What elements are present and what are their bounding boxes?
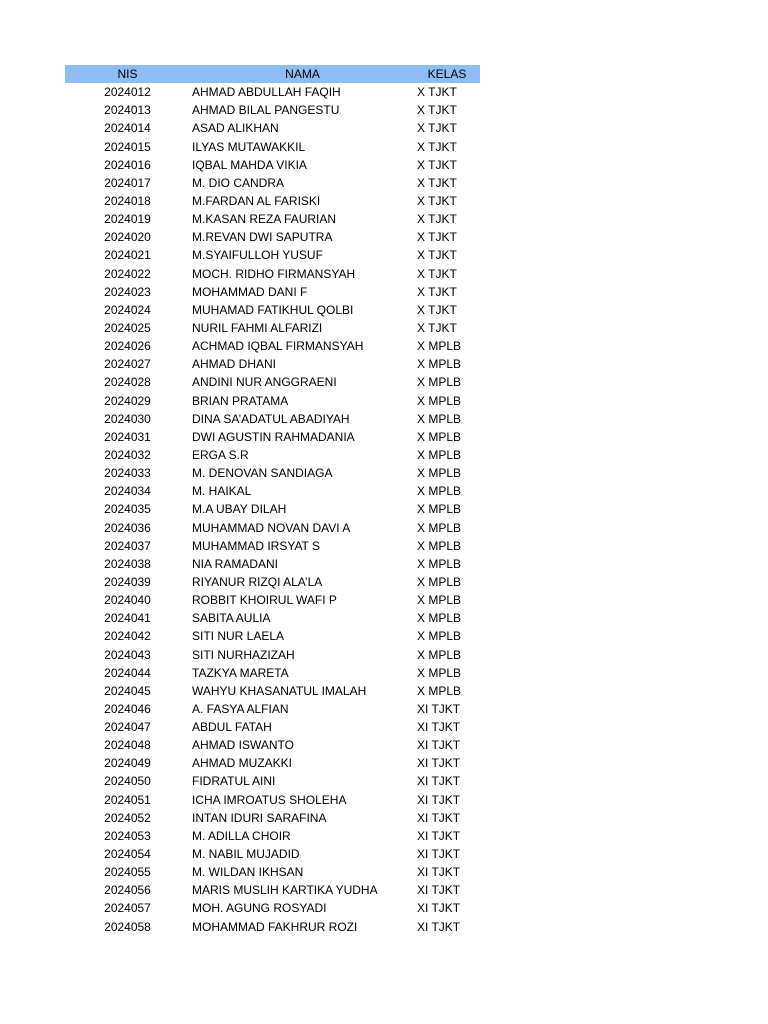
table-row (65, 700, 480, 718)
cell-nama: M.SYAIFULLOH YUSUF (192, 248, 323, 263)
table-row (65, 899, 480, 917)
cell-nis: 2024033 (104, 466, 151, 481)
cell-nama: AHMAD ISWANTO (192, 738, 295, 753)
table-row (65, 228, 480, 246)
cell-nis: 2024032 (104, 447, 151, 462)
cell-nis: 2024035 (104, 502, 151, 517)
cell-nis: 2024055 (104, 865, 151, 880)
cell-nama: M. HAIKAL (192, 484, 252, 499)
cell-nama: FIDRATUL AINI (192, 774, 276, 789)
cell-nama: DWI AGUSTIN RAHMADANIA (192, 429, 355, 444)
cell-nama: SABITA AULIA (192, 611, 271, 626)
table-row (65, 664, 480, 682)
table-row (65, 519, 480, 537)
table-row (65, 246, 480, 264)
cell-nis: 2024039 (104, 574, 151, 589)
cell-nama: MOCH. RIDHO FIRMANSYAH (192, 266, 356, 281)
cell-nis: 2024012 (104, 85, 151, 100)
table-row (65, 265, 480, 283)
cell-nis: 2024025 (104, 320, 151, 335)
table-row (65, 428, 480, 446)
cell-kelas: X TJKT (417, 302, 457, 317)
cell-nama: M. WILDAN IKHSAN (192, 865, 304, 880)
cell-kelas: X MPLB (417, 647, 462, 662)
table-row (65, 283, 480, 301)
cell-nis: 2024015 (104, 139, 151, 154)
cell-nama: AHMAD ABDULLAH FAQIH (192, 85, 341, 100)
cell-nama: AHMAD DHANI (192, 357, 277, 372)
cell-kelas: X TJKT (417, 212, 457, 227)
cell-nis: 2024021 (104, 248, 151, 263)
cell-nama: WAHYU KHASANATUL IMALAH (192, 683, 367, 698)
cell-nama: NIA RAMADANI (192, 556, 279, 571)
cell-nis: 2024049 (104, 756, 151, 771)
cell-kelas: XI TJKT (417, 865, 461, 880)
cell-nis: 2024028 (104, 375, 151, 390)
cell-nis: 2024057 (104, 901, 151, 916)
table-row (65, 682, 480, 700)
header-kelas: KELAS (427, 67, 467, 81)
cell-nis: 2024022 (104, 266, 151, 281)
cell-nis: 2024017 (104, 175, 151, 190)
cell-nama: MUHAMMAD IRSYAT S (192, 538, 321, 553)
cell-kelas: X MPLB (417, 520, 462, 535)
cell-kelas: X TJKT (417, 320, 457, 335)
cell-kelas: X TJKT (417, 139, 457, 154)
cell-nis: 2024042 (104, 629, 151, 644)
cell-kelas: X TJKT (417, 103, 457, 118)
cell-nis: 2024023 (104, 284, 151, 299)
cell-nama: ANDINI NUR ANGGRAENI (192, 375, 337, 390)
cell-kelas: X TJKT (417, 193, 457, 208)
table-row (65, 646, 480, 664)
cell-nama: RIYANUR RIZQI ALA’LA (192, 574, 323, 589)
table-row (65, 537, 480, 555)
table-row (65, 500, 480, 518)
cell-nis: 2024014 (104, 121, 151, 136)
cell-nama: SITI NUR LAELA (192, 629, 285, 644)
cell-kelas: X MPLB (417, 574, 462, 589)
cell-nis: 2024034 (104, 484, 151, 499)
table-row (65, 83, 480, 101)
cell-nis: 2024050 (104, 774, 151, 789)
cell-kelas: XI TJKT (417, 810, 461, 825)
cell-kelas: X MPLB (417, 665, 462, 680)
cell-nama: M. DIO CANDRA (192, 175, 285, 190)
cell-nama: M. ADILLA CHOIR (192, 828, 291, 843)
table-row (65, 754, 480, 772)
cell-nama: SITI NURHAZIZAH (192, 647, 295, 662)
table-row (65, 119, 480, 137)
cell-kelas: X MPLB (417, 357, 462, 372)
cell-kelas: XI TJKT (417, 901, 461, 916)
table-row (65, 573, 480, 591)
cell-nama: M. NABIL MUJADID (192, 847, 300, 862)
cell-kelas: X MPLB (417, 466, 462, 481)
cell-nis: 2024056 (104, 883, 151, 898)
cell-nis: 2024058 (104, 919, 151, 934)
table-row (65, 138, 480, 156)
table-row (65, 845, 480, 863)
cell-kelas: X MPLB (417, 593, 462, 608)
cell-nama: ERGA S.R (192, 447, 249, 462)
cell-nama: AHMAD MUZAKKI (192, 756, 293, 771)
header-nama: NAMA (285, 67, 320, 81)
cell-kelas: XI TJKT (417, 847, 461, 862)
cell-kelas: X TJKT (417, 248, 457, 263)
cell-kelas: X TJKT (417, 121, 457, 136)
cell-nama: ACHMAD IQBAL FIRMANSYAH (192, 339, 364, 354)
table-row (65, 555, 480, 573)
cell-nama: INTAN IDURI SARAFINA (192, 810, 327, 825)
cell-nama: ASAD ALIKHAN (192, 121, 279, 136)
cell-nama: A. FASYA ALFIAN (192, 701, 289, 716)
cell-nis: 2024048 (104, 738, 151, 753)
cell-nama: MARIS MUSLIH KARTIKA YUDHA (192, 883, 378, 898)
table-row (65, 319, 480, 337)
cell-nama: MOHAMMAD DANI F (192, 284, 308, 299)
cell-nama: AHMAD BILAL PANGESTU (192, 103, 340, 118)
cell-nis: 2024046 (104, 701, 151, 716)
cell-nis: 2024053 (104, 828, 151, 843)
cell-nama: M.A UBAY DILAH (192, 502, 287, 517)
cell-nis: 2024045 (104, 683, 151, 698)
table-row (65, 918, 480, 936)
table-header-row (65, 65, 480, 83)
cell-nis: 2024036 (104, 520, 151, 535)
cell-kelas: X TJKT (417, 85, 457, 100)
table-row (65, 446, 480, 464)
cell-kelas: X MPLB (417, 393, 462, 408)
cell-nama: DINA SA’ADATUL ABADIYAH (192, 411, 350, 426)
cell-nis: 2024051 (104, 792, 151, 807)
table-row (65, 210, 480, 228)
table-row (65, 373, 480, 391)
table-row (65, 464, 480, 482)
table-row (65, 809, 480, 827)
cell-nama: M.REVAN DWI SAPUTRA (192, 230, 333, 245)
cell-nama: M. DENOVAN SANDIAGA (192, 466, 333, 481)
cell-kelas: XI TJKT (417, 720, 461, 735)
cell-kelas: X TJKT (417, 230, 457, 245)
student-table (65, 65, 480, 936)
header-nis: NIS (117, 67, 138, 81)
table-row (65, 482, 480, 500)
table-row (65, 627, 480, 645)
cell-nama: ILYAS MUTAWAKKIL (192, 139, 306, 154)
cell-nama: BRIAN PRATAMA (192, 393, 289, 408)
cell-nis: 2024031 (104, 429, 151, 444)
cell-kelas: X MPLB (417, 611, 462, 626)
cell-nama: ICHA IMROATUS SHOLEHA (192, 792, 347, 807)
cell-nis: 2024029 (104, 393, 151, 408)
cell-nama: MUHAMMAD NOVAN DAVI A (192, 520, 351, 535)
cell-nama: ROBBIT KHOIRUL WAFI P (192, 593, 337, 608)
cell-kelas: X TJKT (417, 175, 457, 190)
cell-kelas: X TJKT (417, 266, 457, 281)
cell-kelas: X MPLB (417, 556, 462, 571)
cell-kelas: X MPLB (417, 411, 462, 426)
cell-kelas: X MPLB (417, 502, 462, 517)
cell-nis: 2024052 (104, 810, 151, 825)
cell-nama: MUHAMAD FATIKHUL QOLBI (192, 302, 354, 317)
cell-nis: 2024044 (104, 665, 151, 680)
cell-nis: 2024047 (104, 720, 151, 735)
cell-nis: 2024030 (104, 411, 151, 426)
table-row (65, 410, 480, 428)
cell-kelas: X MPLB (417, 538, 462, 553)
table-row (65, 736, 480, 754)
cell-nis: 2024013 (104, 103, 151, 118)
cell-kelas: X MPLB (417, 629, 462, 644)
cell-nama: ABDUL FATAH (192, 720, 272, 735)
cell-nama: M.FARDAN AL FARISKI (192, 193, 321, 208)
cell-kelas: X MPLB (417, 484, 462, 499)
cell-nama: IQBAL MAHDA VIKIA (192, 157, 307, 172)
table-row (65, 881, 480, 899)
cell-kelas: X MPLB (417, 429, 462, 444)
cell-kelas: XI TJKT (417, 792, 461, 807)
cell-kelas: X MPLB (417, 683, 462, 698)
cell-kelas: XI TJKT (417, 756, 461, 771)
cell-nama: NURIL FAHMI ALFARIZI (192, 320, 323, 335)
cell-kelas: X MPLB (417, 447, 462, 462)
cell-kelas: XI TJKT (417, 701, 461, 716)
cell-nis: 2024024 (104, 302, 151, 317)
cell-nis: 2024016 (104, 157, 151, 172)
cell-nis: 2024018 (104, 193, 151, 208)
cell-nama: M.KASAN REZA FAURIAN (192, 212, 337, 227)
cell-kelas: XI TJKT (417, 919, 461, 934)
cell-nis: 2024027 (104, 357, 151, 372)
cell-nis: 2024038 (104, 556, 151, 571)
cell-nis: 2024020 (104, 230, 151, 245)
cell-kelas: X MPLB (417, 375, 462, 390)
cell-nama: TAZKYA MARETA (192, 665, 289, 680)
table-row (65, 609, 480, 627)
cell-kelas: XI TJKT (417, 738, 461, 753)
table-row (65, 772, 480, 790)
cell-nis: 2024040 (104, 593, 151, 608)
table-row (65, 392, 480, 410)
cell-nis: 2024037 (104, 538, 151, 553)
table-row (65, 301, 480, 319)
table-body (65, 83, 480, 936)
cell-kelas: XI TJKT (417, 883, 461, 898)
cell-kelas: XI TJKT (417, 774, 461, 789)
table-row (65, 718, 480, 736)
cell-nis: 2024019 (104, 212, 151, 227)
cell-kelas: XI TJKT (417, 828, 461, 843)
table-row (65, 192, 480, 210)
cell-nama: MOHAMMAD FAKHRUR ROZI (192, 919, 358, 934)
table-row (65, 591, 480, 609)
cell-kelas: X MPLB (417, 339, 462, 354)
table-row (65, 791, 480, 809)
table-row (65, 863, 480, 881)
table-row (65, 337, 480, 355)
cell-nama: MOH. AGUNG ROSYADI (192, 901, 327, 916)
cell-nis: 2024043 (104, 647, 151, 662)
cell-kelas: X TJKT (417, 157, 457, 172)
table-row (65, 156, 480, 174)
table-row (65, 174, 480, 192)
table-row (65, 355, 480, 373)
table-row (65, 827, 480, 845)
cell-nis: 2024026 (104, 339, 151, 354)
cell-kelas: X TJKT (417, 284, 457, 299)
table-row (65, 101, 480, 119)
cell-nis: 2024041 (104, 611, 151, 626)
cell-nis: 2024054 (104, 847, 151, 862)
